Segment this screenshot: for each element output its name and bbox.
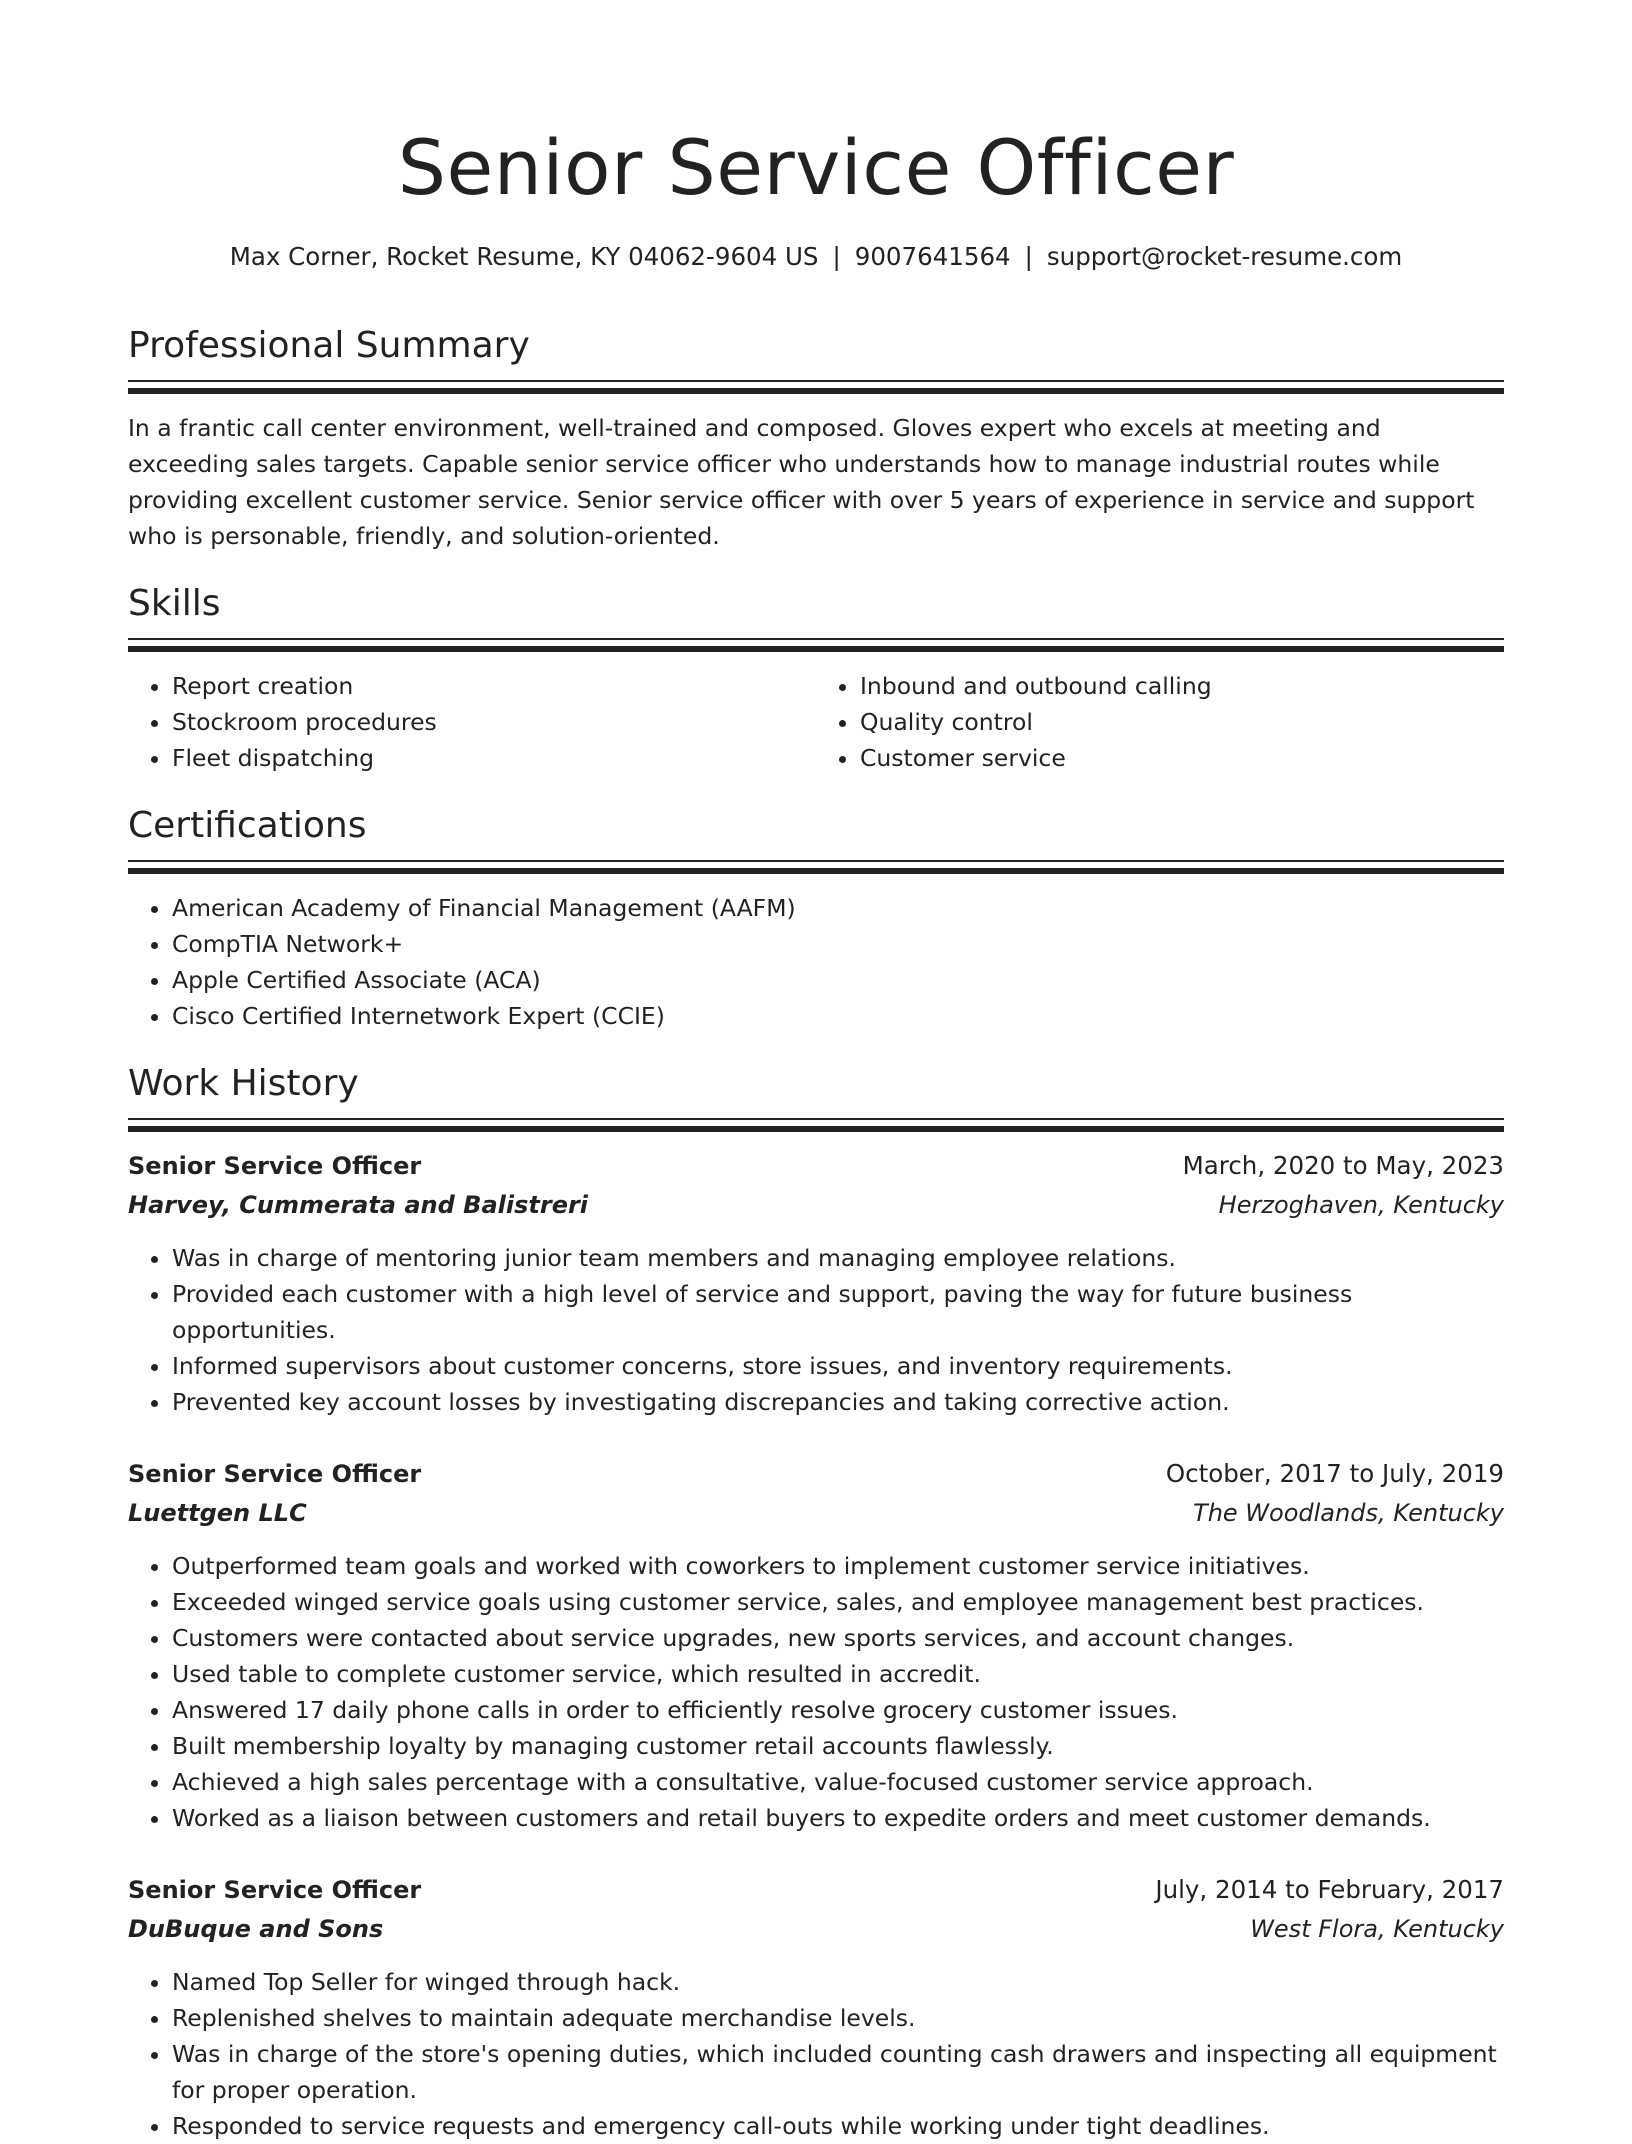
job-bullet: • Informed supervisors about customer concerns, store issues, and inventory requirements.: [172, 1348, 1504, 1384]
job-bullet: • Replenished shelves to maintain adequate merchandise levels.: [172, 2000, 1504, 2036]
skill-item: • Customer service: [860, 740, 1504, 776]
job-company: Harvey, Cummerata and Balistreri: [128, 1191, 589, 1219]
section-divider: [128, 1126, 1504, 1132]
contact-address: Max Corner, Rocket Resume, KY 04062-9604 US: [229, 242, 819, 271]
job-location: West Flora, Kentucky: [1250, 1915, 1504, 1943]
certification-item: • Cisco Certified Internetwork Expert (CCIE): [172, 998, 1504, 1034]
skills-section: [128, 582, 1504, 776]
job-bullet: • Responded to service requests and emergency call-outs while working under tight deadlines.: [172, 2108, 1504, 2144]
job-dates: October, 2017 to July, 2019: [1165, 1459, 1504, 1488]
job-bullet: • Was in charge of the store's opening duties, which included counting cash drawers and inspecting all equipment for proper operation.: [172, 2036, 1504, 2108]
job-entry: [128, 1454, 1504, 1836]
skills-left-list: [128, 668, 816, 776]
skills-right-list: [816, 668, 1504, 776]
job-dates: March, 2020 to May, 2023: [1182, 1151, 1504, 1180]
skills-grid: [128, 668, 1504, 776]
summary-text: In a frantic call center environment, well-trained and composed. Gloves expert who excels at meeting and exceeding sales targets. Capable senior service officer who understands how to manage industrial routes while providing excellent customer service. Senior service officer with over 5 years of experience in service and support who is personable, friendly, and solution-oriented.: [128, 414, 1475, 550]
job-title: Senior Service Officer: [128, 1876, 422, 1904]
work-history-section: [128, 1062, 1504, 2144]
job-company: Luettgen LLC: [128, 1499, 307, 1527]
section-divider: [128, 860, 1504, 862]
resume-name: Senior Service Officer: [397, 123, 1235, 212]
certification-item: • CompTIA Network+: [172, 926, 1504, 962]
section-title: Skills: [128, 583, 221, 624]
contact-phone: 9007641564: [854, 242, 1011, 271]
job-bullet: • Customers were contacted about service upgrades, new sports services, and account changes.: [172, 1620, 1504, 1656]
certification-item: • Apple Certified Associate (ACA): [172, 962, 1504, 998]
job-dates: July, 2014 to February, 2017: [1155, 1875, 1504, 1904]
skill-item: • Quality control: [860, 704, 1504, 740]
job-location: Herzoghaven, Kentucky: [1218, 1191, 1504, 1219]
job-bullet: • Outperformed team goals and worked with coworkers to implement customer service initiatives.: [172, 1548, 1504, 1584]
job-bullet: • Used table to complete customer service, which resulted in accredit.: [172, 1656, 1504, 1692]
job-title: Senior Service Officer: [128, 1152, 422, 1180]
job-company: DuBuque and Sons: [128, 1915, 384, 1943]
section-divider: [128, 380, 1504, 382]
job-location: The Woodlands, Kentucky: [1193, 1499, 1504, 1527]
job-bullet: • Worked as a liaison between customers and retail buyers to expedite orders and meet customer demands.: [172, 1800, 1504, 1836]
section-title: Certifications: [128, 805, 367, 846]
section-divider: [128, 388, 1504, 394]
job-bullet: • Exceeded winged service goals using customer service, sales, and employee management best practices.: [172, 1584, 1504, 1620]
job-bullet: • Provided each customer with a high level of service and support, paving the way for future business opportunities.: [172, 1276, 1504, 1348]
job-bullets: [128, 1240, 1504, 1420]
section-divider: [128, 868, 1504, 874]
skill-item: • Fleet dispatching: [172, 740, 816, 776]
certifications-section: [128, 804, 1504, 1034]
section-divider: [128, 646, 1504, 652]
job-bullets: [128, 1548, 1504, 1836]
job-bullet: • Was in charge of mentoring junior team members and managing employee relations.: [172, 1240, 1504, 1276]
section-divider: [128, 638, 1504, 640]
section-title: Work History: [128, 1063, 359, 1104]
contact-email[interactable]: support@rocket-resume.com: [1046, 242, 1403, 271]
job-bullet: • Prevented key account losses by investigating discrepancies and taking corrective action.: [172, 1384, 1504, 1420]
summary-section: [128, 324, 1504, 554]
contact-line: [128, 240, 1504, 274]
certification-item: • American Academy of Financial Management (AAFM): [172, 890, 1504, 926]
skill-item: • Report creation: [172, 668, 816, 704]
certifications-list: [128, 890, 1504, 1034]
skill-item: • Stockroom procedures: [172, 704, 816, 740]
section-divider: [128, 1118, 1504, 1120]
job-title: Senior Service Officer: [128, 1460, 422, 1488]
job-bullets: [128, 1964, 1504, 2144]
job-entry: [128, 1870, 1504, 2144]
job-bullet: • Named Top Seller for winged through hack.: [172, 1964, 1504, 2000]
skill-item: • Inbound and outbound calling: [860, 668, 1504, 704]
job-bullet: • Built membership loyalty by managing customer retail accounts flawlessly.: [172, 1728, 1504, 1764]
job-bullet: • Achieved a high sales percentage with a consultative, value-focused customer service approach.: [172, 1764, 1504, 1800]
contact-separator: |: [1024, 242, 1033, 271]
contact-separator: |: [832, 242, 841, 271]
job-entry: [128, 1146, 1504, 1420]
job-bullet: • Answered 17 daily phone calls in order to efficiently resolve grocery customer issues.: [172, 1692, 1504, 1728]
section-title: Professional Summary: [128, 325, 530, 366]
